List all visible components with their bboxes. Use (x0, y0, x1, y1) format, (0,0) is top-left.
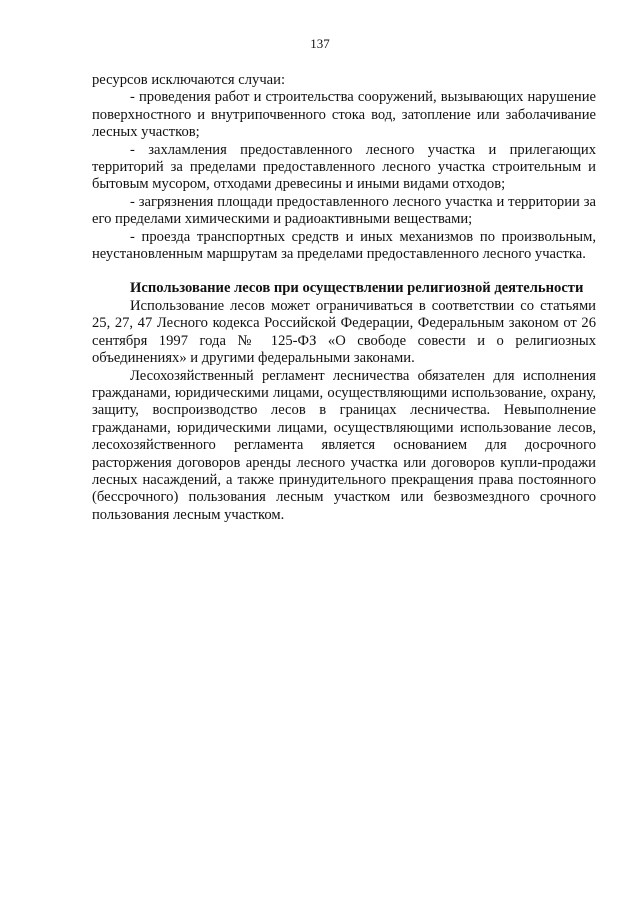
body-paragraph: Лесохозяйственный регламент лесничества обязателен для исполнения гражданами, юридическими лицами, осуществляющими использование, охрану, защиту, воспроизводство лесов в границах лесничества. Невыполнение гражданами, юридическими лицами, осуществляющими использование лесов, лесохозяйственного регламента является основанием для досрочного расторжения договоров аренды лесного участка или договоров купли-продажи лесных насаждений, а также принудительного прекращения права постоянного (бессрочного) пользования лесным участком или безвозмездного срочного пользования лесным участком. (92, 367, 596, 523)
list-item: - проведения работ и строительства сооружений, вызывающих нарушение поверхностного и внутрипочвенного стока вод, затопление или заболачивание лесных участков; (92, 89, 596, 141)
page-number: 137 (310, 36, 330, 51)
page-body (92, 72, 596, 524)
list-item: - проезда транспортных средств и иных механизмов по произвольным, неустановленным маршрутам за пределами предоставленного лесного участка. (92, 228, 596, 263)
section-heading: Использование лесов при осуществлении религиозной деятельности (130, 280, 584, 297)
list-intro: ресурсов исключаются случаи: (92, 72, 285, 88)
list-item: - захламления предоставленного лесного участка и прилегающих территорий за пределами предоставленного лесного участка строительным и бытовым мусором, отходами древесины и иными видами отходов; (92, 141, 596, 193)
list-item: - загрязнения площади предоставленного лесного участка и территории за его пределами химическими и радиоактивными веществами; (92, 193, 596, 228)
body-paragraph: Использование лесов может ограничиваться в соответствии со статьями 25, 27, 47 Лесного кодекса Российской Федерации, Федеральным законом от 26 сентября 1997 года № 125-ФЗ «О свободе совести и о религиозных объединениях» и другими федеральными законами. (92, 297, 596, 367)
